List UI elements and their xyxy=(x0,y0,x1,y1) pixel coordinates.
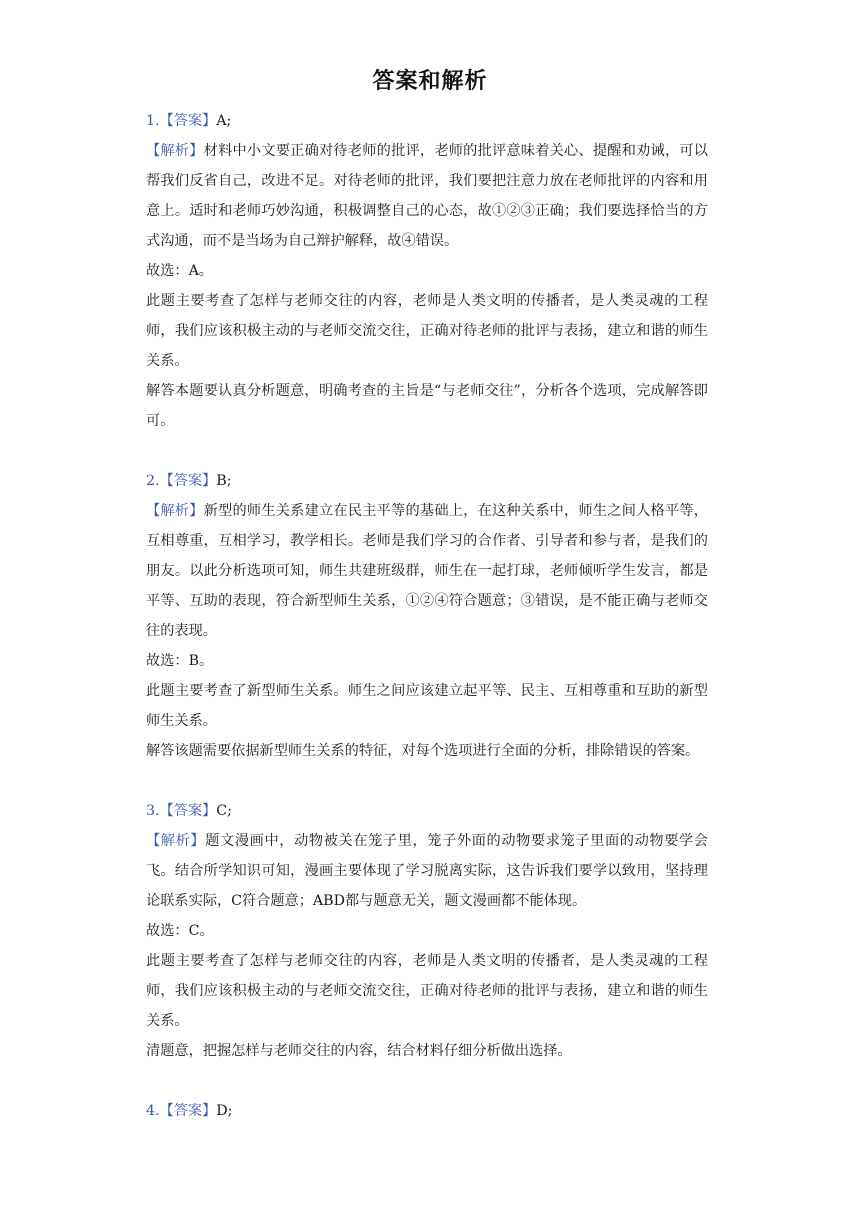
comment-paragraph: 此题主要考查了怎样与老师交往的内容，老师是人类文明的传播者，是人类灵魂的工程师，我们应该积极主动的与老师交流交往，正确对待老师的批评与表扬，建立和谐的师生关系。 xyxy=(146,953,708,1029)
answer-value: A; xyxy=(216,113,232,129)
method-paragraph: 清题意，把握怎样与老师交往的内容，结合材料仔细分析做出选择。 xyxy=(146,1043,572,1059)
answer-line xyxy=(146,466,708,496)
page-title: 答案和解析 xyxy=(372,69,488,94)
answer-value: D; xyxy=(216,1103,233,1119)
question-4 xyxy=(146,1096,708,1126)
question-2 xyxy=(146,466,708,766)
answers-content xyxy=(146,106,708,1156)
question-1 xyxy=(146,106,708,436)
analysis-label: 【解析】 xyxy=(146,503,204,519)
choice-line: 故选：B。 xyxy=(146,653,214,669)
comment-paragraph: 此题主要考查了新型师生关系。师生之间应该建立起平等、民主、互相尊重和互助的新型师生关系。 xyxy=(146,683,708,729)
answer-label: 3.【答案】 xyxy=(146,803,217,819)
method-paragraph: 解答该题需要依据新型师生关系的特征，对每个选项进行全面的分析，排除错误的答案。 xyxy=(146,743,700,759)
analysis-text: 材料中小文要正确对待老师的批评，老师的批评意味着关心、提醒和劝诫，可以帮我们反省自己，改进不足。对待老师的批评，我们要把注意力放在老师批评的内容和用意上。适时和老师巧妙沟通，积极调整自己的心态，故①②③正确；我们要选择恰当的方式沟通，而不是当场为自己辩护解释，故④错误。 xyxy=(146,143,708,249)
answer-label: 2.【答案】 xyxy=(146,473,217,489)
method-paragraph: 解答本题要认真分析题意，明确考查的主旨是“与老师交往”，分析各个选项，完成解答即可。 xyxy=(146,383,708,429)
choice-line: 故选：C。 xyxy=(146,923,214,939)
answer-value: B; xyxy=(216,473,232,489)
analysis-paragraph xyxy=(146,496,708,646)
analysis-paragraph xyxy=(146,826,708,916)
answer-line xyxy=(146,1096,708,1126)
analysis-text: 题文漫画中，动物被关在笼子里，笼子外面的动物要求笼子里面的动物要学会飞。结合所学知识可知，漫画主要体现了学习脱离实际，这告诉我们要学以致用，坚持理论联系实际，C符合题意；ABD都与题意无关，题文漫画都不能体现。 xyxy=(146,833,708,909)
choice-line: 故选：A。 xyxy=(146,263,213,279)
answer-line xyxy=(146,106,708,136)
comment-paragraph: 此题主要考查了怎样与老师交往的内容，老师是人类文明的传播者，是人类灵魂的工程师，我们应该积极主动的与老师交流交往，正确对待老师的批评与表扬，建立和谐的师生关系。 xyxy=(146,293,708,369)
analysis-label: 【解析】 xyxy=(146,833,206,849)
answer-value: C; xyxy=(216,803,232,819)
question-3 xyxy=(146,796,708,1066)
analysis-text: 新型的师生关系建立在民主平等的基础上，在这种关系中，师生之间人格平等，互相尊重，互相学习，教学相长。老师是我们学习的合作者、引导者和参与者，是我们的朋友。以此分析选项可知，师生共建班级群，师生在一起打球，老师倾听学生发言，都是平等、互助的表现，符合新型师生关系，①②④符合题意；③错误，是不能正确与老师交往的表现。 xyxy=(146,503,708,639)
answer-label: 4.【答案】 xyxy=(146,1103,217,1119)
answer-line xyxy=(146,796,708,826)
analysis-label: 【解析】 xyxy=(146,143,204,159)
answer-label: 1.【答案】 xyxy=(146,113,217,129)
analysis-paragraph xyxy=(146,136,708,256)
